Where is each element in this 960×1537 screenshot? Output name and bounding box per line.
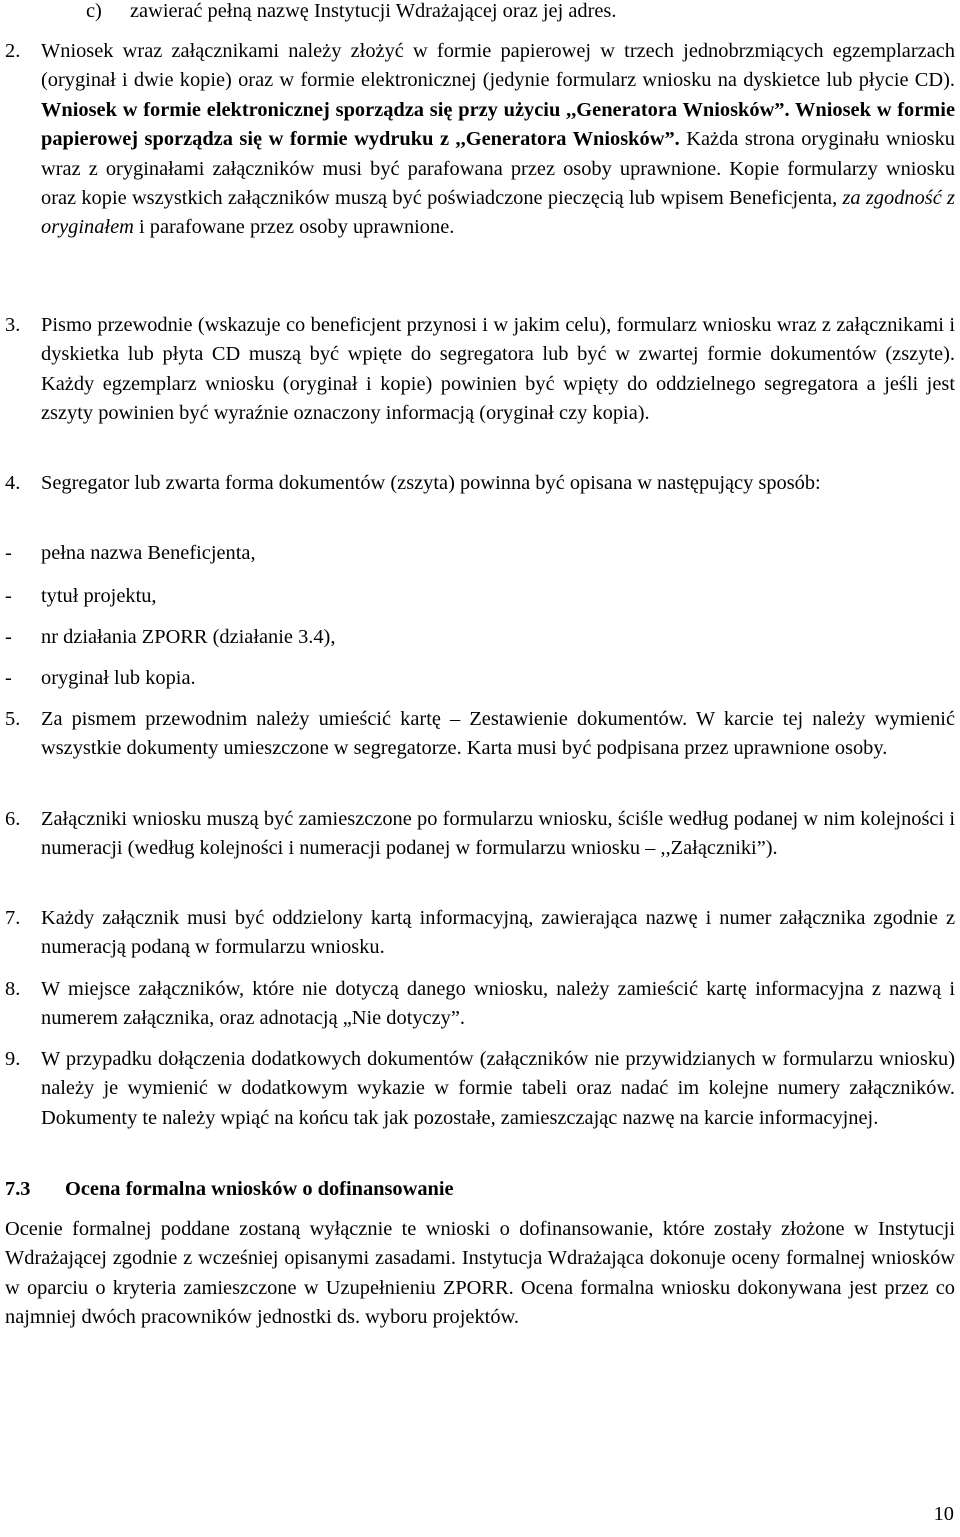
item-number: 8. [5, 978, 21, 1000]
list-item-c [86, 0, 616, 26]
item-number: 6. [5, 808, 21, 830]
section-title: Ocena formalna wniosków o dofinansowanie [65, 1178, 454, 1200]
section-number: 7.3 [5, 1178, 31, 1200]
dash-mark: - [5, 585, 12, 607]
dash-text: oryginał lub kopia. [41, 667, 196, 689]
list-label: c) [86, 0, 102, 22]
item-body: W przypadku dołączenia dodatkowych dokumentów (załączników nie przywidzianych w formularzu wniosku) należy je wymienić w dodatkowym wykazie w formie tabeli oraz nadać im kolejne numery załączników. Dokumenty te należy wpiąć na końcu tak jak pozostałe, zamieszczając nazwę na karcie informacyjnej. [41, 1048, 955, 1129]
item-italic-text: za zgodność z oryginałem [41, 187, 955, 239]
item-text: i parafowane przez osoby uprawnione. [138, 216, 455, 239]
dash-mark: - [5, 667, 12, 689]
item-text: Wniosek wraz załącznikami należy złożyć w formie papierowej w trzech jednobrzmiących egzemplarzach (oryginał i dwie kopie) oraz w formie elektronicznej (jedynie formularz wniosku na dyskietce lub płycie CD). [41, 40, 955, 92]
section-heading [5, 1175, 454, 1204]
item-text: Każda strona oryginału wniosku wraz z oryginałami załączników musi być parafowana przez osoby uprawnione. Kopie formularzy wniosku oraz kopie wszystkich załączników muszą być poświadczone pieczęcią lub wpisem Beneficjenta, [41, 128, 956, 210]
item-body: Pismo przewodnie (wskazuje co beneficjent przynosi i w jakim celu), formularz wniosku wraz z załącznikami i dyskietka lub płyta CD muszą być wpięte do segregatora lub być w zwartej formie dokumentów (zszyte). Każdy egzemplarz wniosku (oryginał i kopie) powinien być wpięty do oddzielnego segregatora a jeśli jest zszyty powinien być wyraźnie oznaczony informacją (oryginał czy kopia). [41, 314, 955, 425]
item-number: 2. [5, 40, 21, 62]
item-body: Załączniki wniosku muszą być zamieszczone po formularzu wniosku, ściśle według podanej w nim kolejności i numeracji (według kolejności i numeracji podanej w formularzu wniosku – ,,Załączniki”). [41, 808, 955, 860]
item-number: 9. [5, 1048, 21, 1070]
item-number: 3. [5, 314, 21, 336]
item-number: 7. [5, 907, 21, 929]
item-bold-text: Wniosek w formie elektronicznej sporządza się przy użyciu ,,Generatora Wniosków”. Wniosek w formie papierowej sporządza się w formie wydruku z ,,Generatora Wniosków”. [41, 98, 955, 151]
dash-text: nr działania ZPORR (działanie 3.4), [41, 626, 336, 648]
item-number: 5. [5, 708, 21, 730]
dash-mark: - [5, 542, 12, 564]
dash-text: tytuł projektu, [41, 585, 157, 607]
item-body: Segregator lub zwarta forma dokumentów (zszyta) powinna być opisana w następujący sposób: [41, 472, 821, 494]
dash-mark: - [5, 626, 12, 648]
list-text: zawierać pełną nazwę Instytucji Wdrażającej oraz jej adres. [130, 0, 617, 22]
item-body: Każdy załącznik musi być oddzielony kartą informacyjną, zawierająca nazwę i numer załącznika zgodnie z numeracją podaną w formularzu wniosku. [41, 907, 955, 959]
item-body: Za pismem przewodnim należy umieścić kartę – Zestawienie dokumentów. W karcie tej należy wymienić wszystkie dokumenty umieszczone w segregatorze. Karta musi być podpisana przez uprawnione osoby. [41, 708, 955, 760]
dash-text: pełna nazwa Beneficjenta, [41, 542, 256, 564]
section-paragraph: Ocenie formalnej poddane zostaną wyłącznie te wnioski o dofinansowanie, które zostały złożone w Instytucji Wdrażającej zgodnie z wcześniej opisanymi zasadami. Instytucja Wdrażająca dokonuje oceny formalnej wniosków w oparciu o kryteria zamieszczone w Uzupełnieniu ZPORR. Ocena formalna wniosku dokonywana jest przez co najmniej dwóch pracowników jednostki ds. wyboru projektów. [5, 1218, 955, 1329]
item-body [41, 37, 955, 243]
item-number: 4. [5, 472, 21, 494]
page-number: 10 [933, 1503, 954, 1525]
item-body: W miejsce załączników, które nie dotyczą danego wniosku, należy zamieścić kartę informacyjna z nazwą i numerem załącznika, oraz adnotacją „Nie dotyczy”. [41, 978, 955, 1030]
